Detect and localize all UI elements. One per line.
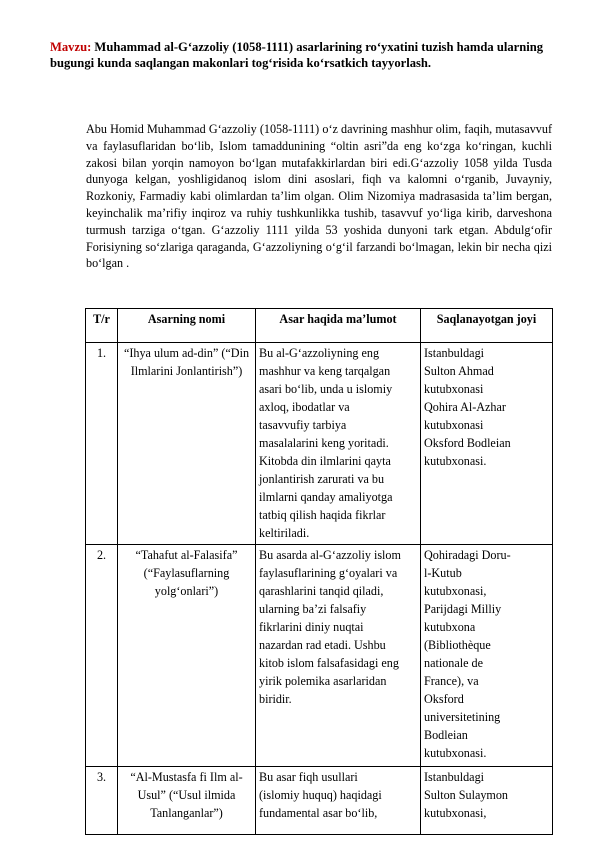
storage-location: Istanbuldagi Sulton Ahmad kutubxonasi Qohira Al-Azhar kutubxonasi Oksford Bodleian kutubxonasi.: [421, 343, 553, 545]
document-title: [50, 40, 550, 71]
topic-text: Muhammad al-G‘azzoliy (1058-1111) asarlarining ro‘yxatini tuzish hamda ularning bugungi kunda saqlangan makonlari tog‘risida ko‘rsatkich tayyorlash.: [50, 40, 544, 70]
row-number: 2.: [86, 545, 118, 767]
storage-location: Qohiradagi Doru- l-Kutub kutubxonasi, Parijdagi Milliy kutubxona (Bibliothèque nationale de France), va Oksford universitetining Bodleian kutubxonasi.: [421, 545, 553, 767]
work-title: “Ihya ulum ad-din” (“Din Ilmlarini Jonlantirish”): [118, 343, 256, 545]
storage-location: Istanbuldagi Sulton Sulaymon kutubxonasi,: [421, 767, 553, 835]
work-title: “Al-Mustasfa fi Ilm al-Usul” (“Usul ilmida Tanlanganlar”): [118, 767, 256, 835]
works-table: [85, 308, 553, 835]
header-work-info: Asar haqida ma’lumot: [256, 309, 421, 343]
row-number: 3.: [86, 767, 118, 835]
table-row: [86, 767, 553, 835]
header-number: T/r: [86, 309, 118, 343]
header-work-title: Asarning nomi: [118, 309, 256, 343]
row-number: 1.: [86, 343, 118, 545]
topic-label: Mavzu:: [50, 40, 92, 54]
intro-paragraph: Abu Homid Muhammad G‘azzoliy (1058-1111) o‘z davrining mashhur olim, faqih, mutasavvuf va faylasuflaridan bo‘lib, Islom tamaddunining “oltin asri”da eng ko‘zga ko‘ringan, kuchli zakosi bilan yorqin namoyon bo‘lgan mutafakkirlardan biri edi.G‘azzoliy 1058 yilda Tusda dunyoga kelgan, yoshligidanoq islom dini asoslari, fiqh va kalomni o‘rganib, Juvayniy, Rozkoniy, Farmadiy kabi olimlardan ta’lim olgan. Olim Nizomiya madrasasida ta’lim bergan, keyinchalik ma’rifiy inqiroz va ruhiy tushkunlikka tushib, tasavvuf yo‘liga kirib, darveshona turmush tarziga o‘tgan. G‘azzoliy 1111 yilda 53 yoshida dunyoni tark etgan. Abdulg‘ofir Forisiyning so‘zlariga qaraganda, G‘azzoliyning o‘g‘il farzandi bo‘lmagan, lekin bir necha qizi bo‘lgan .: [86, 122, 552, 271]
work-info: Bu al-G‘azzoliyning eng mashhur va keng tarqalgan asari bo‘lib, unda u islomiy axloq, ibodatlar va tasavvufiy tarbiya masalalarini keng yoritadi. Kitobda din ilmlarini qayta jonlantirish zarurati va bu ilmlarni qanday amaliyotga tatbiq qilish haqida fikrlar keltiriladi.: [256, 343, 421, 545]
header-storage-location: Saqlanayotgan joyi: [421, 309, 553, 343]
work-info: Bu asar fiqh usullari (islomiy huquq) haqidagi fundamental asar bo‘lib,: [256, 767, 421, 835]
table-row: [86, 545, 553, 767]
work-info: Bu asarda al-G‘azzoliy islom faylasuflarining g‘oyalari va qarashlarini tanqid qiladi, ularning ba’zi falsafiy fikrlarini diniy nuqtai nazardan rad etadi. Ushbu kitob islom falsafasidagi eng yirik polemika asarlaridan biridir.: [256, 545, 421, 767]
work-title: “Tahafut al-Falasifa” (“Faylasuflarning yolg‘onlari”): [118, 545, 256, 767]
table-header-row: [86, 309, 553, 343]
table-row: [86, 343, 553, 545]
